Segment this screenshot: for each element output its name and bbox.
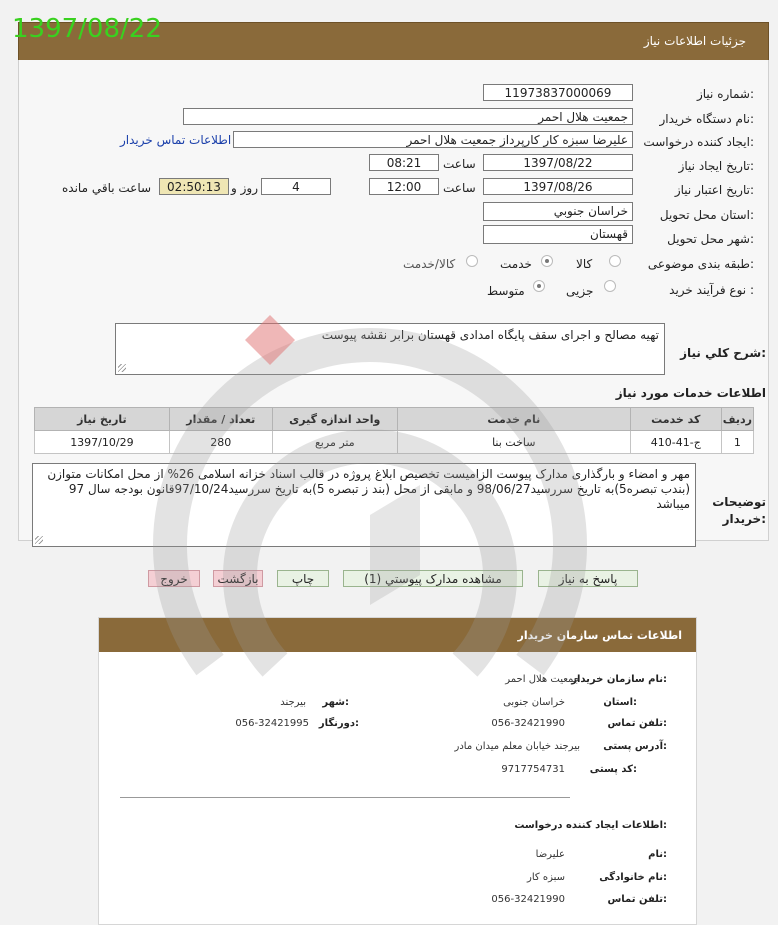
col-unit: واحد اندازه گیری xyxy=(272,408,397,431)
address-value: بیرجند خیابان معلم میدان مادر xyxy=(454,741,580,752)
postal-code-value: 9717754731 xyxy=(501,764,565,775)
divider xyxy=(120,797,570,798)
summary-textarea[interactable] xyxy=(115,323,665,375)
resize-handle[interactable] xyxy=(35,536,43,544)
create-date-label: تاریخ ایجاد نیاز: xyxy=(678,159,754,173)
col-row: ردیف xyxy=(721,408,753,431)
reply-button[interactable]: پاسخ به نیاز xyxy=(538,570,638,587)
address-label: آدرس پستی: xyxy=(603,741,667,752)
summary-text: تهیه مصالح و اجرای سقف پایگاه امدادی قهستان برابر نقشه پیوست xyxy=(321,328,659,342)
org-name-label: نام سازمان خریدار: xyxy=(571,674,667,685)
view-attachments-button[interactable]: مشاهده مدارک پیوستي (1) xyxy=(343,570,523,587)
creator-section-title: اطلاعات ایجاد کننده درخواست: xyxy=(514,820,667,831)
exit-button[interactable]: خروج xyxy=(148,570,200,587)
validity-time-label: ساعت xyxy=(443,181,476,195)
province-field[interactable]: خراسان جنوبي xyxy=(483,202,633,221)
cell-need-date: 1397/10/29 xyxy=(35,431,170,454)
print-button[interactable]: چاپ xyxy=(277,570,329,587)
days-field[interactable]: 4 xyxy=(261,178,331,195)
category-option-goods: کالا xyxy=(576,257,593,271)
cell-quantity: 280 xyxy=(169,431,272,454)
phone-label-card: تلفن تماس: xyxy=(607,718,667,729)
validity-date-field[interactable]: 1397/08/26 xyxy=(483,178,633,195)
process-option-minor: جزیی xyxy=(566,284,594,298)
process-radio-medium[interactable] xyxy=(533,280,545,292)
date-stamp: 1397/08/22 xyxy=(12,14,162,44)
services-table xyxy=(34,407,754,454)
buyer-notes-label: توضیحات خریدار: xyxy=(712,495,766,526)
remaining-time-field[interactable]: 02:50:13 xyxy=(159,178,229,195)
validity-time-field[interactable]: 12:00 xyxy=(369,178,439,195)
need-number-field[interactable]: 11973837000069 xyxy=(483,84,633,101)
validity-date-label: تاریخ اعتبار نیاز: xyxy=(674,183,754,197)
cell-unit: متر مربع xyxy=(272,431,397,454)
process-option-medium: متوسط xyxy=(487,284,525,298)
buyer-name-field[interactable]: جمعیت هلال احمر xyxy=(183,108,633,125)
creator-field[interactable]: علیرضا سبزه کار کارپرداز جمعیت هلال احمر xyxy=(233,131,633,148)
col-service-name: نام خدمت xyxy=(397,408,630,431)
city-label-card: شهر: xyxy=(322,697,349,708)
days-label: روز و xyxy=(231,181,258,195)
category-radio-goods-service[interactable] xyxy=(466,255,478,267)
city-field[interactable]: قهستان xyxy=(483,225,633,244)
postal-code-label: کد پستی: xyxy=(589,764,637,775)
last-name-label: نام خانوادگی: xyxy=(599,872,667,883)
buyer-notes-textarea[interactable] xyxy=(32,463,696,547)
buyer-notes-text: مهر و امضاء و بارگذاری مدارک پیوست الزامیست تخصیص ابلاغ پروژه در قالب اسناد خزانه اسلامی 26% از محل امکانات متوازن (بندب تبصره5)به تاریخ سررسید98/06/27 و مابقی از محل (بند ز تبصره 5)به تاریخ سررسید97/10/24قانون بودجه سال 97 میباشد xyxy=(47,467,690,511)
need-number-label: شماره نیاز: xyxy=(696,87,754,101)
create-time-field[interactable]: 08:21 xyxy=(369,154,439,171)
city-label: شهر محل تحویل: xyxy=(667,232,754,246)
creator-label: ایجاد کننده درخواست: xyxy=(643,135,754,149)
org-name-value: جمعیت هلال احمر xyxy=(505,674,580,685)
process-label: نوع فرآیند خرید : xyxy=(669,283,754,297)
summary-label: شرح کلي نیاز: xyxy=(680,346,766,360)
resize-handle[interactable] xyxy=(118,364,126,372)
contact-card-header xyxy=(99,618,696,652)
process-radio-minor[interactable] xyxy=(604,280,616,292)
last-name-value: سبزه کار xyxy=(527,872,565,883)
buyer-contact-link[interactable]: اطلاعات تماس خریدار xyxy=(120,133,232,147)
cell-service-code: ج-41-410 xyxy=(630,431,721,454)
phone-value-card: 056-32421990 xyxy=(491,718,565,729)
back-button[interactable]: بازگشت xyxy=(213,570,263,587)
contact-card-title: اطلاعات تماس سازمان خریدار xyxy=(517,629,682,642)
province-label-card: استان: xyxy=(603,697,637,708)
cell-service-name: ساخت بنا xyxy=(397,431,630,454)
table-row[interactable] xyxy=(35,431,754,454)
buyer-name-label: نام دستگاه خریدار: xyxy=(659,112,754,126)
cell-row: 1 xyxy=(721,431,753,454)
remaining-time-label: ساعت باقي مانده xyxy=(62,181,152,195)
create-time-label: ساعت xyxy=(443,157,476,171)
category-radio-service[interactable] xyxy=(541,255,553,267)
creator-phone-value: 056-32421990 xyxy=(491,894,565,905)
creator-phone-label: تلفن تماس: xyxy=(607,894,667,905)
table-header-row xyxy=(35,408,754,431)
services-section-title: اطلاعات خدمات مورد نیاز xyxy=(615,386,766,400)
category-radio-goods[interactable] xyxy=(609,255,621,267)
city-value-card: بیرجند xyxy=(280,697,306,708)
fax-value: 056-32421995 xyxy=(235,718,309,729)
first-name-label: نام: xyxy=(648,849,667,860)
create-date-field[interactable]: 1397/08/22 xyxy=(483,154,633,171)
category-option-service: خدمت xyxy=(500,257,532,271)
category-option-goods-service: کالا/خدمت xyxy=(403,257,456,271)
province-value-card: خراسان جنوبی xyxy=(503,697,565,708)
province-label: استان محل تحویل: xyxy=(659,208,754,222)
col-quantity: تعداد / مقدار xyxy=(169,408,272,431)
col-service-code: کد خدمت xyxy=(630,408,721,431)
fax-label: دورنگار: xyxy=(318,718,359,729)
col-need-date: تاریخ نیاز xyxy=(35,408,170,431)
category-label: طبقه بندی موضوعی: xyxy=(647,257,754,271)
page-title: جزئیات اطلاعات نیاز xyxy=(643,34,746,48)
first-name-value: علیرضا xyxy=(535,849,565,860)
